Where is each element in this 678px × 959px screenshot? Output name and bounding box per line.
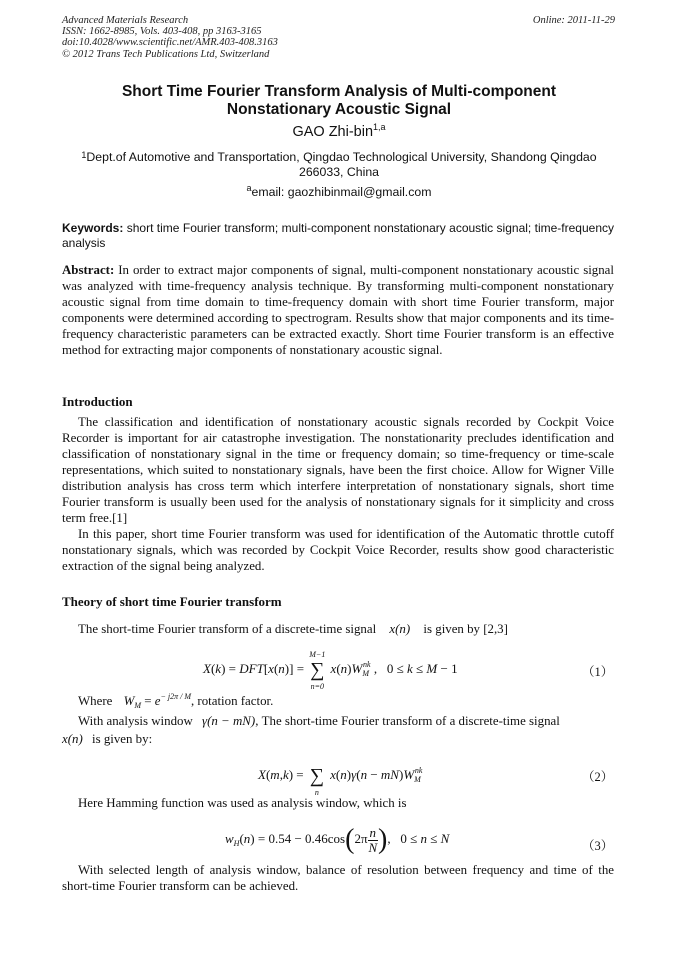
introduction-heading: Introduction — [62, 394, 133, 409]
abstract-text: In order to extract major components of signal, multi-component nonstationary acoustic signal was analyzed with time-frequency analysis technique. By transforming multi-component nonstationary acoustic signal from time domain to time-frequency domain with short time Fourier transform, major components were determined according to spectrogram. Results show that major components and its time-frequency characteristic parameters can be extracted exactly. Short time Fourier transform is an effective method for extracting major components of nonstationary acoustic signal. — [62, 263, 614, 357]
author-marks: 1,a — [373, 122, 386, 132]
keywords-label: Keywords: — [62, 221, 124, 235]
introduction-paragraph-2: In this paper, short time Fourier transform was used for identification of the Automatic throttle cutoff nonstationary signals, which was recorded by Cockpit Voice Recorder, results show good characteristic extraction of the signal being analyzed. — [62, 527, 614, 573]
equation-1-number: （1） — [582, 665, 614, 679]
signal-symbol-2: x(n) — [62, 732, 83, 746]
abstract-label: Abstract: — [62, 263, 115, 277]
affiliation-mark: 1 — [81, 150, 87, 160]
author — [62, 124, 616, 140]
theory-p1-before: The short-time Fourier transform of a discrete-time signal — [78, 622, 377, 636]
email-text: email: gaozhibinmail@gmail.com — [251, 185, 432, 199]
title-line-2: Nonstationary Acoustic Signal — [226, 101, 452, 118]
affiliation-line-2: 266033, China — [299, 165, 379, 179]
window-symbol: γ(n − mN) — [202, 714, 256, 728]
theory-paragraph-3: Here Hamming function was used as analysis window, which is — [78, 796, 407, 810]
theory-p1-after: is given by [2,3] — [423, 622, 508, 636]
equation-2-number: （2） — [582, 770, 614, 784]
where-line — [78, 692, 273, 710]
theory-paragraph-4: With selected length of analysis window, balance of resolution between frequency and time of the short-time Fourier transform can be achieved. — [62, 863, 614, 893]
introduction-paragraph-1: The classification and identification of nonstationary acoustic signals recorded by Cockpit Voice Recorder is important for air catastrophe investigation. The nonstationarity precludes identification and classification of nonstationary signal in the time or frequency domain; so time-frequency or time-scale representations, which suited to nonstationary signals, have been the first choice. Allow for Wigner Ville distribution analysis has cross term which interfere interpretation of nonstationary signals, short time Fourier transform is usually been used for the analysis of nonstationary signals for it simplicity and cross term free.[1] — [62, 415, 614, 525]
online-date: Online: 2011-11-29 — [532, 15, 615, 26]
where-label: Where — [78, 694, 113, 708]
equation-3: $w_H(n) = 0.54 - 0.46\cos(2\pi$ $\frac{n}{N}$ ), 0 ≤ n ≤ N — [225, 824, 450, 855]
theory-paragraph-2 — [78, 714, 560, 729]
theory-paragraph-1 — [78, 622, 508, 637]
theory-p2-end: is given by: — [92, 732, 153, 746]
title-line-1: Short Time Fourier Transform Analysis of Multi-component — [121, 83, 557, 100]
journal-name: Advanced Materials Research — [62, 15, 189, 26]
journal-meta — [62, 15, 278, 60]
issn-line: ISSN: 1662-8985, Vols. 403-408, pp 3163-3165 — [62, 26, 262, 38]
theory-p2-before: With analysis window — [78, 714, 193, 728]
equation-2: X(m,k) = ∑ n $x(n)\gamma(n - mN)W_M^{nk}$ — [258, 765, 423, 798]
doi-line: doi:10.4028/www.scientific.net/AMR.403-408.3163 — [62, 37, 278, 49]
copyright-line: © 2012 Trans Tech Publications Ltd, Switzerland — [62, 48, 270, 60]
equation-3-number: （3） — [582, 839, 614, 853]
equation-1: X(k) = DFT[x(n)] = M−1 ∑ n=0 $x(n)W_M^{nk}$ , 0 ≤ k ≤ M − 1 — [203, 650, 458, 692]
theory-heading: Theory of short time Fourier transform — [62, 594, 282, 609]
affiliation — [62, 150, 616, 180]
where-after: , rotation factor. — [190, 694, 274, 708]
email-mark: a — [246, 183, 252, 193]
rotation-factor-formula: $W_M = e^{- j2\pi / M}$ — [123, 692, 191, 710]
keywords-text: short time Fourier transform; multi-component nonstationary acoustic signal; time-frequency analysis — [62, 221, 614, 250]
theory-p2-after: , The short-time Fourier transform of a discrete-time signal — [255, 714, 560, 728]
keywords — [62, 221, 614, 251]
theory-paragraph-2-end — [62, 732, 152, 747]
author-name: GAO Zhi-bin — [292, 124, 374, 140]
affiliation-line-1: Dept.of Automotive and Transportation, Qingdao Technological University, Shandong Qingdao — [86, 150, 597, 164]
paper-title — [62, 83, 616, 119]
author-email — [62, 185, 616, 199]
abstract — [62, 262, 614, 358]
signal-symbol: x(n) — [389, 622, 411, 636]
